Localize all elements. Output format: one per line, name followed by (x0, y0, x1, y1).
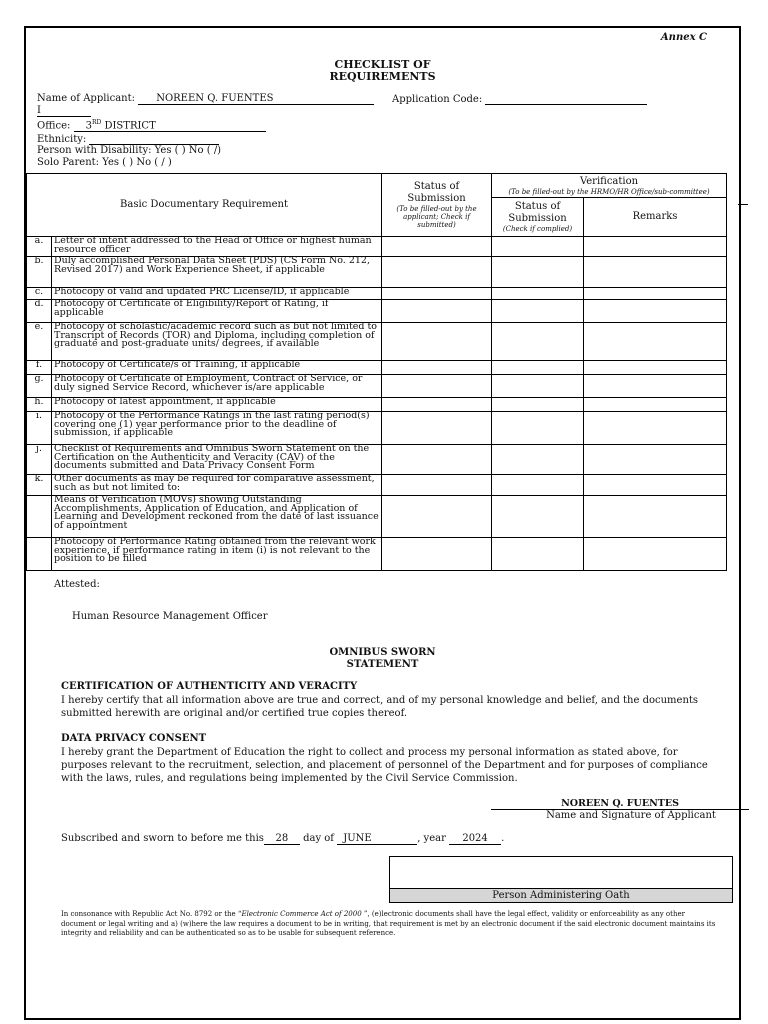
applicant-name-row (37, 93, 374, 105)
status-cell[interactable] (382, 412, 492, 445)
page-title-line2: REQUIREMENTS (329, 70, 436, 83)
remarks-cell[interactable] (584, 475, 727, 496)
requirement-letter: c. (27, 288, 52, 300)
verification-status-cell[interactable] (492, 288, 584, 300)
applicant-name-trailer: I (37, 105, 91, 117)
header-verification: Verification (To be filled-out by the HRMO/HR Office/sub-committee) (492, 174, 727, 198)
signer-caption: Name and Signature of Applicant (546, 810, 716, 821)
requirement-text: Photocopy of the Performance Ratings in the last rating period(s) covering one (1) year performance prior to the deadline of submission, if applicable (52, 412, 382, 445)
requirement-text: Photocopy of latest appointment, if applicable (52, 398, 382, 412)
remarks-cell[interactable] (584, 412, 727, 445)
requirement-letter: a. (27, 237, 52, 257)
status-cell[interactable] (382, 445, 492, 475)
application-code-field[interactable] (485, 93, 647, 105)
office-field[interactable]: 3RD DISTRICT (74, 119, 266, 132)
signer-name[interactable]: NOREEN Q. FUENTES (491, 798, 749, 810)
sworn-day-field[interactable]: 28 (264, 833, 300, 845)
verification-status-cell[interactable] (492, 496, 584, 538)
remarks-cell[interactable] (584, 257, 727, 288)
requirement-text: Duly accomplished Personal Data Sheet (PDS) (CS Form No. 212, Revised 2017) and Work Experience Sheet, if applicable (52, 257, 382, 288)
oath-signature-box[interactable] (389, 856, 733, 903)
table-row (27, 300, 727, 323)
verification-status-cell[interactable] (492, 475, 584, 496)
verification-status-cell[interactable] (492, 237, 584, 257)
requirement-text: Letter of intent addressed to the Head of Office or highest human resource officer (52, 237, 382, 257)
requirement-letter: d. (27, 300, 52, 323)
ethnicity-label: Ethnicity: (37, 134, 87, 145)
table-row (27, 538, 727, 571)
ethnicity-field[interactable] (89, 134, 219, 145)
status-cell[interactable] (382, 398, 492, 412)
omnibus-title-line1: OMNIBUS SWORN (329, 647, 436, 658)
requirement-letter: i. (27, 412, 52, 445)
requirement-letter (27, 538, 52, 571)
table-row (27, 496, 727, 538)
applicant-name-label: Name of Applicant: (37, 93, 136, 104)
table-row (27, 475, 727, 496)
ethnicity-row (37, 134, 219, 145)
status-cell[interactable] (382, 375, 492, 398)
table-row (27, 323, 727, 361)
requirement-letter: k. (27, 475, 52, 496)
remarks-cell[interactable] (584, 300, 727, 323)
verification-status-cell[interactable] (492, 412, 584, 445)
requirement-letter: e. (27, 323, 52, 361)
requirement-letter (27, 496, 52, 538)
remarks-cell[interactable] (584, 496, 727, 538)
status-cell[interactable] (382, 237, 492, 257)
status-cell[interactable] (382, 323, 492, 361)
requirement-letter: j. (27, 445, 52, 475)
remarks-cell[interactable] (584, 361, 727, 375)
table-row (27, 237, 727, 257)
application-code-label: Application Code: (392, 94, 483, 105)
page-title-line1: CHECKLIST OF (334, 58, 431, 71)
office-row (37, 119, 266, 132)
remarks-cell[interactable] (584, 375, 727, 398)
header-requirement: Basic Documentary Requirement (27, 174, 382, 237)
application-code-row (392, 93, 647, 105)
requirement-text: Photocopy of Performance Rating obtained from the relevant work experience, if performance rating in item (i) is not relevant to the position to be filled (52, 538, 382, 571)
verification-status-cell[interactable] (492, 538, 584, 571)
checklist-document (24, 26, 741, 1020)
requirement-text: Other documents as may be required for comparative assessment, such as but not limited to: (52, 475, 382, 496)
applicant-name-field[interactable]: NOREEN Q. FUENTES (138, 93, 374, 105)
requirement-text: Photocopy of Certificate of Eligibility/Report of Rating, if applicable (52, 300, 382, 323)
header-remarks: Remarks (584, 198, 727, 237)
status-cell[interactable] (382, 475, 492, 496)
table-row (27, 445, 727, 475)
status-cell[interactable] (382, 257, 492, 288)
verification-status-cell[interactable] (492, 257, 584, 288)
status-cell[interactable] (382, 361, 492, 375)
sworn-line: Subscribed and sworn to before me this 28 day of JUNE , year 2024 . (61, 833, 505, 844)
footnote: In consonance with Republic Act No. 8792 or the “Electronic Commerce Act of 2000 ”, (e)lectronic documents shall have the legal effect, validity or enforceability as any other document or legal writing and a) (w)here the law requires a document to be in writing, that requirement is met by an electronic document if the said electronic document maintains its integrity and reliability and can be authenticated so as to be usable for subsequent reference. (61, 910, 716, 937)
sworn-month-field[interactable]: JUNE (337, 833, 417, 845)
status-cell[interactable] (382, 300, 492, 323)
table-row (27, 412, 727, 445)
verification-status-cell[interactable] (492, 445, 584, 475)
remarks-cell[interactable] (584, 538, 727, 571)
requirement-letter: h. (27, 398, 52, 412)
header-status: Status of Submission (To be filled-out by the applicant; Check if submitted) (382, 174, 492, 237)
requirement-text: Photocopy of Certificate of Employment, Contract of Service, or duly signed Service Record, whichever is/are applicable (52, 375, 382, 398)
annex-label: Annex C (660, 32, 707, 43)
privacy-text: I hereby grant the Department of Education the right to collect and process my personal information as stated above, for purposes relevant to the recruitment, selection, and placement of personnel of the Department and for purposes of compliance with the laws, rules, and regulations being implemented by the Civil Service Commission. (61, 747, 708, 784)
solo-parent-row: Solo Parent: Yes ( ) No ( / ) (37, 157, 172, 168)
pwd-row: Person with Disability: Yes ( ) No ( /) (37, 145, 222, 156)
requirement-text: Means of Verification (MOVs) showing Outstanding Accomplishments, Application of Education, and Application of Learning and Development reckoned from the date of last issuance of appointment (52, 496, 382, 538)
requirement-letter: f. (27, 361, 52, 375)
hrmo-label: Human Resource Management Officer (72, 611, 268, 622)
remarks-cell[interactable] (584, 323, 727, 361)
omnibus-title-line2: STATEMENT (346, 659, 419, 670)
header-verification-status: Status of Submission (Check if complied) (492, 198, 584, 237)
status-cell[interactable] (382, 288, 492, 300)
verification-status-cell[interactable] (492, 300, 584, 323)
verification-status-cell[interactable] (492, 361, 584, 375)
remarks-cell[interactable] (584, 237, 727, 257)
requirement-letter: b. (27, 257, 52, 288)
sworn-year-field[interactable]: 2024 (449, 833, 501, 845)
status-cell[interactable] (382, 496, 492, 538)
cav-heading: CERTIFICATION OF AUTHENTICITY AND VERACITY (61, 681, 358, 692)
cav-text: I hereby certify that all information above are true and correct, and of my personal knowledge and belief, and the documents submitted herewith are original and/or certified true copies thereof. (61, 695, 699, 719)
verification-status-cell[interactable] (492, 375, 584, 398)
remarks-cell[interactable] (584, 288, 727, 300)
requirement-text: Photocopy of valid and updated PRC License/ID, if applicable (52, 288, 382, 300)
margin-dash (738, 204, 748, 205)
table-row (27, 257, 727, 288)
requirement-letter: g. (27, 375, 52, 398)
attested-label: Attested: (54, 579, 100, 590)
table-row (27, 375, 727, 398)
privacy-heading: DATA PRIVACY CONSENT (61, 733, 207, 744)
remarks-cell[interactable] (584, 445, 727, 475)
requirement-text: Photocopy of Certificate/s of Training, if applicable (52, 361, 382, 375)
verification-status-cell[interactable] (492, 398, 584, 412)
requirements-table (26, 173, 727, 571)
status-cell[interactable] (382, 538, 492, 571)
oath-label: Person Administering Oath (390, 888, 732, 902)
remarks-cell[interactable] (584, 398, 727, 412)
requirement-text: Photocopy of scholastic/academic record such as but not limited to Transcript of Records (TOR) and Diploma, including completion of graduate and post-graduate units/ degrees, if available (52, 323, 382, 361)
verification-status-cell[interactable] (492, 323, 584, 361)
requirement-text: Checklist of Requirements and Omnibus Sworn Statement on the Certification on the Authenticity and Veracity (CAV) of the documents submitted and Data Privacy Consent Form (52, 445, 382, 475)
office-label: Office: (37, 120, 71, 132)
